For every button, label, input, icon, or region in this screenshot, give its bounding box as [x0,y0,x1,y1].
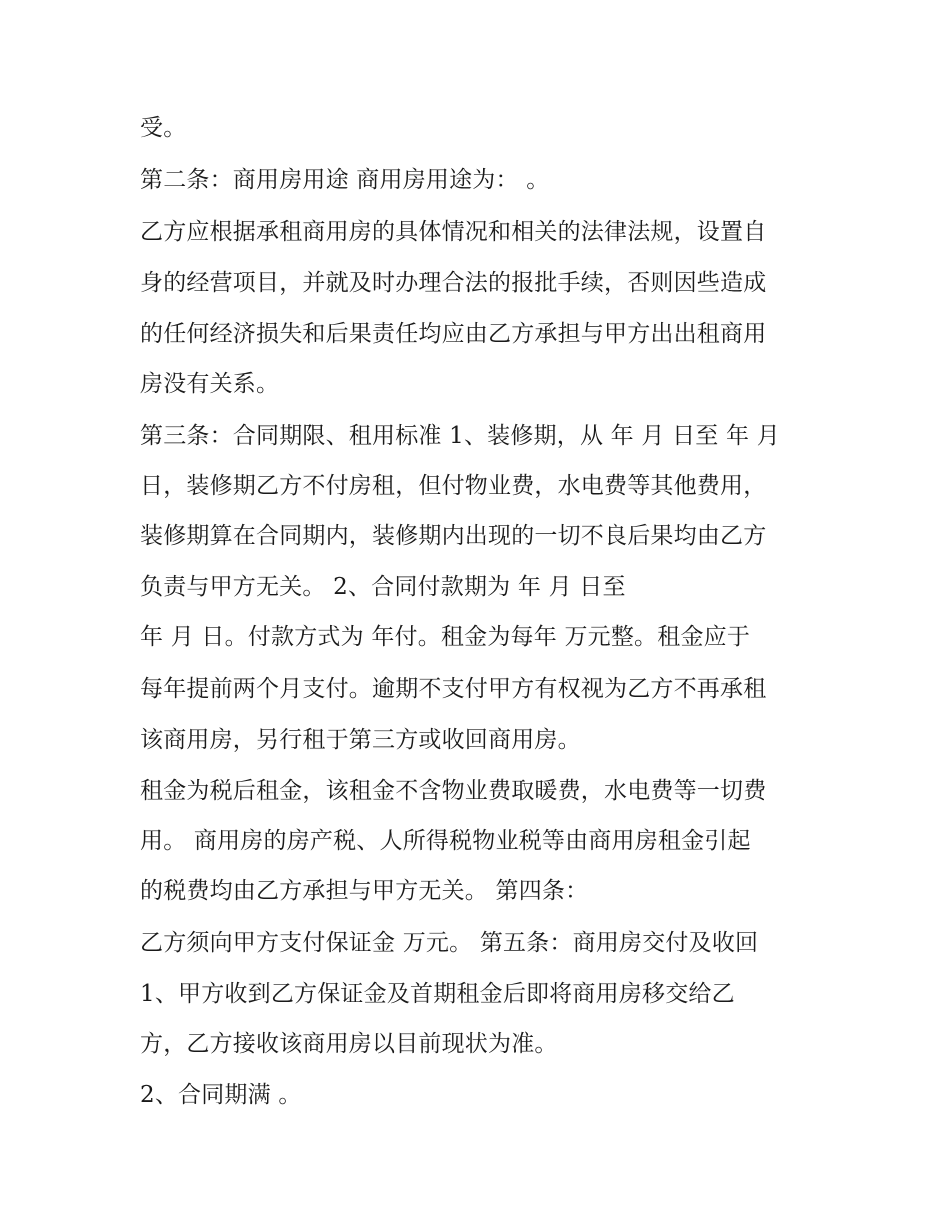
text-line-11: 年 月 日。付款方式为 年付。租金为每年 万元整。租金应于 [140,624,751,650]
text-line-14: 租金为税后租金，该租金不含物业费取暖费，水电费等一切费 [140,778,767,804]
text-line-12: 每年提前两个月支付。逾期不支付甲方有权视为乙方不再承租 [140,676,767,702]
text-line-1: 受。 [140,115,187,141]
text-line-15: 用。 商用房的房产税、人所得税物业税等由商用房租金引起 [140,828,751,854]
text-line-5: 的任何经济损失和后果责任均应由乙方承担与甲方出出租商用 [140,321,767,347]
text-line-10: 负责与甲方无关。 2、合同付款期为 年 月 日至 [140,574,626,600]
text-line-17: 乙方须向甲方支付保证金 万元。 第五条：商用房交付及收回 [140,930,759,956]
text-line-13: 该商用房，另行租于第三方或收回商用房。 [140,727,581,753]
text-line-18: 1、甲方收到乙方保证金及首期租金后即将商用房移交给乙 [140,981,735,1007]
text-line-2: 第二条：商用房用途 商用房用途为： 。 [140,167,550,193]
text-line-16: 的税费均由乙方承担与甲方无关。 第四条： [140,878,589,904]
text-line-4: 身的经营项目，并就及时办理合法的报批手续，否则因些造成 [140,270,767,296]
text-line-7: 第三条：合同期限、租用标准 1、装修期，从 年 月 日至 年 月 [140,423,780,449]
text-line-20: 2、合同期满 。 [140,1082,302,1108]
text-line-6: 房没有关系。 [140,371,280,397]
text-line-8: 日，装修期乙方不付房租，但付物业费，水电费等其他费用， [140,473,767,499]
text-line-19: 方，乙方接收该商用房以目前现状为准。 [140,1031,558,1057]
text-line-9: 装修期算在合同期内，装修期内出现的一切不良后果均由乙方 [140,523,767,549]
text-line-3: 乙方应根据承租商用房的具体情况和相关的法律法规，设置自 [140,219,767,245]
